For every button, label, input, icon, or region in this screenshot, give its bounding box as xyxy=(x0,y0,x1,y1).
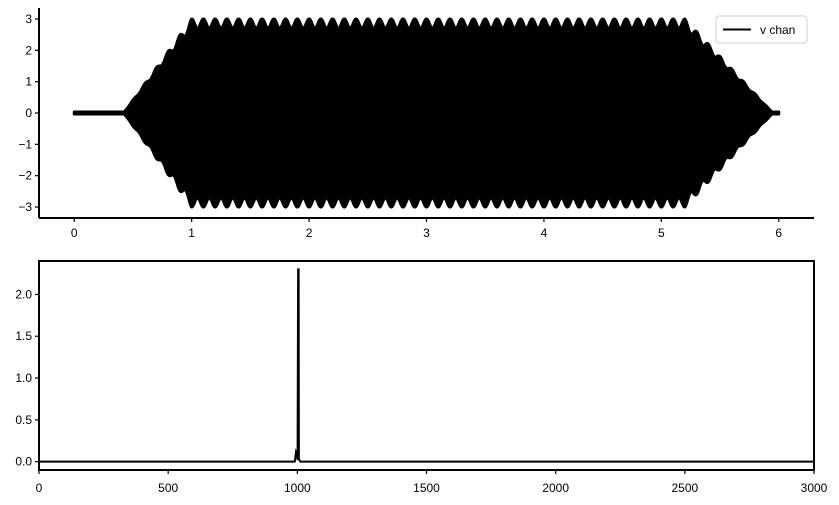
series-v-chan xyxy=(74,19,779,207)
y-tick-label: 1.5 xyxy=(15,329,32,344)
x-tick-label: 0 xyxy=(70,226,78,240)
x-tick-label: 2500 xyxy=(671,481,699,495)
x-tick-label: 1000 xyxy=(283,481,311,495)
waveform-plot xyxy=(18,8,814,240)
y-tick-label: 1.0 xyxy=(15,371,32,386)
y-tick-label: −3 xyxy=(18,200,32,215)
series-spectrum xyxy=(39,269,814,461)
x-tick-label: 1 xyxy=(188,226,195,240)
x-tick-label: 2000 xyxy=(542,481,570,495)
x-tick-label: 4 xyxy=(540,226,548,240)
y-tick-label: 0.5 xyxy=(15,412,32,427)
y-tick-label: 3 xyxy=(25,11,32,26)
y-tick-label: 2.0 xyxy=(15,287,32,302)
y-tick-label: −1 xyxy=(18,137,32,152)
legend xyxy=(716,16,807,43)
y-tick-label: 1 xyxy=(25,74,32,89)
y-tick-label: 0 xyxy=(25,106,32,120)
x-tick-label: 5 xyxy=(658,226,665,240)
x-tick-label: 6 xyxy=(775,226,783,240)
legend-label: v chan xyxy=(760,23,796,37)
x-tick-label: 2 xyxy=(305,226,313,240)
y-tick-label: 0.0 xyxy=(15,454,32,469)
y-tick-label: −2 xyxy=(18,168,32,183)
x-tick-label: 500 xyxy=(158,481,179,495)
x-tick-label: 3000 xyxy=(800,481,828,495)
x-tick-label: 0 xyxy=(35,481,43,495)
spectrum-plot xyxy=(15,261,827,495)
y-tick-label: 2 xyxy=(25,43,32,58)
x-tick-label: 1500 xyxy=(413,481,440,495)
axes-frame xyxy=(39,261,814,470)
x-tick-label: 3 xyxy=(423,226,430,240)
